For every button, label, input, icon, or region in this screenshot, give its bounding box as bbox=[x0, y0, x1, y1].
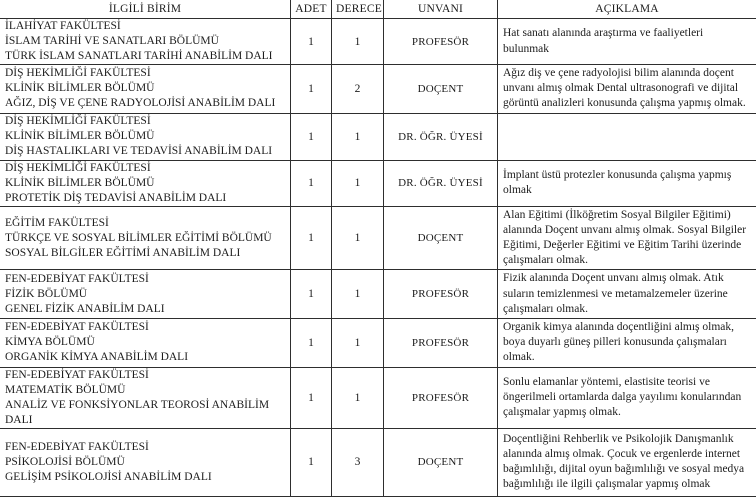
title-cell: PROFESÖR bbox=[384, 367, 498, 428]
header-unvani: UNVANI bbox=[384, 0, 498, 19]
count-cell: 1 bbox=[291, 160, 332, 206]
unit-cell bbox=[0, 160, 291, 206]
count-cell: 1 bbox=[291, 113, 332, 160]
title-cell: PROFESÖR bbox=[384, 19, 498, 65]
title-cell: PROFESÖR bbox=[384, 270, 498, 319]
unit-line: SOSYAL BİLGİLER EĞİTİMİ ANABİLİM DALI bbox=[5, 246, 286, 261]
count-cell: 1 bbox=[291, 206, 332, 270]
unit-cell bbox=[0, 270, 291, 319]
description-cell: Alan Eğitimi (İlköğretim Sosyal Bilgiler Eğitimi) alanında Doçent unvanı almış olmak. Sosyal Bilgiler Eğitimi, Değerler Eğitimi ve Eğitim Tarihi üzerinde çalışmaları olmak. bbox=[498, 206, 756, 270]
unit-line: DİŞ HEKİMLİĞİ FAKÜLTESİ bbox=[5, 161, 286, 176]
unit-line: FEN-EDEBİYAT FAKÜLTESİ bbox=[5, 368, 286, 383]
unit-line: KİMYA BÖLÜMÜ bbox=[5, 335, 286, 350]
unit-line: DİŞ HEKİMLİĞİ FAKÜLTESİ bbox=[5, 66, 286, 81]
count-cell: 1 bbox=[291, 270, 332, 319]
header-ilgili-birim: İLGİLİ BİRİM bbox=[0, 0, 291, 19]
title-cell: DOÇENT bbox=[384, 65, 498, 114]
table-row bbox=[0, 19, 756, 65]
count-cell: 1 bbox=[291, 65, 332, 114]
table-row bbox=[0, 160, 756, 206]
header-aciklama: AÇIKLAMA bbox=[498, 0, 756, 19]
header-adet: ADET bbox=[291, 0, 332, 19]
unit-line: PROTETİK DİŞ TEDAVİSİ ANABİLİM DALI bbox=[5, 191, 286, 206]
table-row bbox=[0, 206, 756, 270]
degree-cell: 1 bbox=[332, 319, 384, 368]
description-cell: Fizik alanında Doçent unvanı almış olmak. Atık suların temizlenmesi ve metamalzemeler üzerine çalışmaları olmak. bbox=[498, 270, 756, 319]
unit-cell bbox=[0, 65, 291, 114]
description-cell: Doçentliğini Rehberlik ve Psikolojik Danışmanlık alanında almış olmak. Çocuk ve ergenlerde internet bağımlılığı, dijital oyun bağımlılığı ve sosyal medya bağımlılığı ile ilgili çalışmalar yapmış olmak bbox=[498, 428, 756, 496]
description-cell bbox=[498, 113, 756, 160]
degree-cell: 1 bbox=[332, 367, 384, 428]
unit-line: FEN-EDEBİYAT FAKÜLTESİ bbox=[5, 272, 286, 287]
table-row bbox=[0, 270, 756, 319]
degree-cell: 2 bbox=[332, 65, 384, 114]
header-derece: DERECE bbox=[332, 0, 384, 19]
unit-line: FEN-EDEBİYAT FAKÜLTESİ bbox=[5, 440, 286, 455]
title-cell: DOÇENT bbox=[384, 428, 498, 496]
degree-cell: 1 bbox=[332, 113, 384, 160]
degree-cell: 3 bbox=[332, 428, 384, 496]
title-cell: PROFESÖR bbox=[384, 319, 498, 368]
unit-line: MATEMATİK BÖLÜMÜ bbox=[5, 383, 286, 398]
table-body bbox=[0, 19, 756, 497]
table-row bbox=[0, 65, 756, 114]
table-row bbox=[0, 428, 756, 496]
unit-line: GELİŞİM PSİKOLOJİSİ ANABİLİM DALI bbox=[5, 470, 286, 485]
title-cell: DR. ÖĞR. ÜYESİ bbox=[384, 113, 498, 160]
count-cell: 1 bbox=[291, 428, 332, 496]
unit-line: İLAHİYAT FAKÜLTESİ bbox=[5, 19, 286, 34]
unit-line: ANALİZ VE FONKSİYONLAR TEOROSİ ANABİLİM DALI bbox=[5, 398, 286, 428]
unit-cell bbox=[0, 19, 291, 65]
degree-cell: 1 bbox=[332, 206, 384, 270]
unit-line: KLİNİK BİLİMLER BÖLÜMÜ bbox=[5, 129, 286, 144]
unit-cell bbox=[0, 367, 291, 428]
description-cell: Hat sanatı alanında araştırma ve faaliyetleri bulunmak bbox=[498, 19, 756, 65]
count-cell: 1 bbox=[291, 19, 332, 65]
description-cell: Ağız diş ve çene radyolojisi bilim alanında doçent unvanı almış olmak Dental ultrasonografi ve dijital görüntü analizleri konusunda çalışma yapmış olmak. bbox=[498, 65, 756, 114]
count-cell: 1 bbox=[291, 319, 332, 368]
unit-line: PSİKOLOJİSİ BÖLÜMÜ bbox=[5, 455, 286, 470]
description-cell: Organik kimya alanında doçentliğini almış olmak, boya duyarlı güneş pilleri konusunda çalışmaları olmak. bbox=[498, 319, 756, 368]
unit-line: FİZİK BÖLÜMÜ bbox=[5, 287, 286, 302]
title-cell: DOÇENT bbox=[384, 206, 498, 270]
unit-line: DİŞ HASTALIKLARI VE TEDAVİSİ ANABİLİM DALI bbox=[5, 144, 286, 159]
table-row bbox=[0, 113, 756, 160]
unit-cell bbox=[0, 319, 291, 368]
degree-cell: 1 bbox=[332, 270, 384, 319]
unit-cell bbox=[0, 206, 291, 270]
count-cell: 1 bbox=[291, 367, 332, 428]
header-row bbox=[0, 0, 756, 19]
unit-line: TÜRKÇE VE SOSYAL BİLİMLER EĞİTİMİ BÖLÜMÜ bbox=[5, 231, 286, 246]
title-cell: DR. ÖĞR. ÜYESİ bbox=[384, 160, 498, 206]
unit-line: AĞIZ, DİŞ VE ÇENE RADYOLOJİSİ ANABİLİM DALI bbox=[5, 96, 286, 111]
unit-line: İSLAM TARİHİ VE SANATLARI BÖLÜMÜ bbox=[5, 34, 286, 49]
unit-line: EĞİTİM FAKÜLTESİ bbox=[5, 216, 286, 231]
degree-cell: 1 bbox=[332, 160, 384, 206]
unit-line: DİŞ HEKİMLİĞİ FAKÜLTESİ bbox=[5, 114, 286, 129]
unit-cell bbox=[0, 428, 291, 496]
description-cell: İmplant üstü protezler konusunda çalışma yapmış olmak bbox=[498, 160, 756, 206]
unit-line: KLİNİK BİLİMLER BÖLÜMÜ bbox=[5, 81, 286, 96]
unit-line: ORGANİK KİMYA ANABİLİM DALI bbox=[5, 350, 286, 365]
description-cell: Sonlu elamanlar yöntemi, elastisite teorisi ve öngerilmeli ortamlarda dalga yayılımı konularından çalışmalar yapmış olmak. bbox=[498, 367, 756, 428]
unit-line: KLİNİK BİLİMLER BÖLÜMÜ bbox=[5, 176, 286, 191]
unit-line: FEN-EDEBİYAT FAKÜLTESİ bbox=[5, 320, 286, 335]
unit-line: GENEL FİZİK ANABİLİM DALI bbox=[5, 302, 286, 317]
degree-cell: 1 bbox=[332, 19, 384, 65]
unit-cell bbox=[0, 113, 291, 160]
table-row bbox=[0, 319, 756, 368]
unit-line: TÜRK İSLAM SANATLARI TARİHİ ANABİLİM DALI bbox=[5, 49, 286, 64]
table-row bbox=[0, 367, 756, 428]
